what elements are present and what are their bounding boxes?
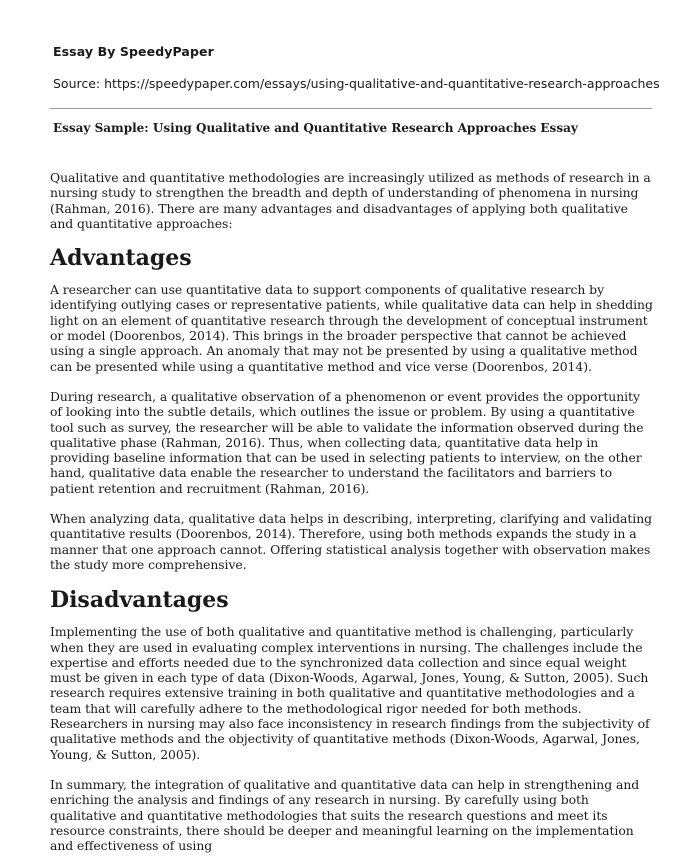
body-paragraph: When analyzing data, qualitative data helps in describing, interpreting, clarifying and validating quantitative results (Doorenbos, 2014). Therefore, using both methods expands the study in a manner that one approach cannot. Offering statistical analysis together with observation makes the study more comprehensive. (50, 511, 653, 572)
essay-title: Essay Sample: Using Qualitative and Quantitative Research Approaches Essay (53, 121, 578, 135)
essay-body (50, 170, 654, 868)
section-heading-disadvantages: Disadvantages (50, 587, 229, 614)
body-paragraph: During research, a qualitative observation of a phenomenon or event provides the opportunity of looking into the subtle details, which outlines the issue or problem. By using a quantitative tool such as survey, the researcher will be able to validate the information observed during the qualitative phase (Rahman, 2016). Thus, when collecting data, quantitative data help in providing baseline information that can be used in selecting patients to interview, on the other hand, qualitative data enable the researcher to understand the facilitators and barriers to patient retention and recruitment (Rahman, 2016). (50, 388, 644, 496)
body-paragraph: Implementing the use of both qualitative and quantitative method is challenging, particularly when they are used in evaluating complex interventions in nursing. The challenges include the expertise and efforts needed due to the synchronized data collection and since equal weight must be given in each type of data (Dixon-Woods, Agarwal, Jones, Young, & Sutton, 2005). Such research requires extensive training in both qualitative and quantitative methodologies and a team that will carefully adhere to the methodological rigor needed for both methods. Researchers in nursing may also face inconsistency in research findings from the subjectivity of qualitative methods and the objectivity of quantitative methods (Dixon-Woods, Agarwal, Jones, Young, & Sutton, 2005). (50, 624, 650, 762)
body-paragraph: A researcher can use quantitative data to support components of qualitative research by identifying outlying cases or representative patients, while qualitative data can help in shedding light on an element of quantitative research through the development of conceptual instrument or model (Doorenbos, 2014). This brings in the broader perspective that cannot be achieved using a single approach. An anomaly that may not be presented by using a qualitative method can be presented while using a quantitative method and vice verse (Doorenbos, 2014). (50, 282, 653, 374)
intro-paragraph: Qualitative and quantitative methodologies are increasingly utilized as methods of research in a nursing study to strengthen the breadth and depth of understanding of phenomena in nursing (Rahman, 2016). There are many advantages and disadvantages of applying both qualitative and quantitative approaches: (50, 170, 651, 231)
header-divider (50, 108, 652, 109)
body-paragraph: In summary, the integration of qualitative and quantitative data can help in strengthening and enriching the analysis and findings of any research in nursing. By carefully using both qualitative and quantitative methodologies that suits the research questions and meet its resource constraints, there should be deeper and meaningful learning on the implementation and effectiveness of using (50, 776, 640, 854)
source-url: Source: https://speedypaper.com/essays/using-qualitative-and-quantitative-research-approaches (53, 76, 660, 91)
publisher-title: Essay By SpeedyPaper (53, 44, 214, 59)
section-heading-advantages: Advantages (50, 245, 192, 272)
